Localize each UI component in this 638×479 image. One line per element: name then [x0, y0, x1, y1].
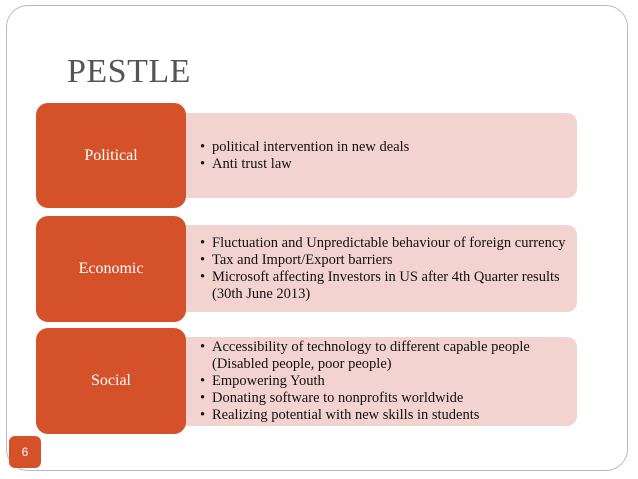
slide-number-badge — [9, 436, 41, 468]
economic-bullet: • Microsoft affecting Investors in US after 4th Quarter results (30th June 2013) — [200, 269, 567, 303]
social-bullet: • Realizing potential with new skills in students — [200, 407, 567, 424]
political-content-box — [172, 113, 577, 198]
economic-label: Economic — [78, 260, 144, 277]
social-content-box — [172, 337, 577, 426]
economic-label-box — [36, 216, 186, 322]
social-bullet: • Accessibility of technology to different capable people (Disabled people, poor people) — [200, 339, 567, 373]
social-label: Social — [91, 372, 131, 389]
economic-bullet: • Tax and Import/Export barriers — [200, 252, 567, 269]
political-bullet-list — [200, 139, 567, 173]
political-label: Political — [84, 146, 138, 164]
economic-bullet: • Fluctuation and Unpredictable behaviour of foreign currency — [200, 235, 567, 252]
social-bullet: • Donating software to nonprofits worldwide — [200, 390, 567, 407]
slide-title: PESTLE — [67, 53, 191, 90]
political-bullet: • political intervention in new deals — [200, 139, 567, 156]
social-label-box — [36, 328, 186, 434]
political-bullet: • Anti trust law — [200, 156, 567, 173]
political-label-box — [36, 103, 186, 208]
slide-number: 6 — [21, 445, 29, 459]
economic-content-box — [172, 225, 577, 312]
social-bullet: • Empowering Youth — [200, 373, 567, 390]
social-bullet-list — [200, 339, 567, 424]
economic-bullet-list — [200, 235, 567, 303]
